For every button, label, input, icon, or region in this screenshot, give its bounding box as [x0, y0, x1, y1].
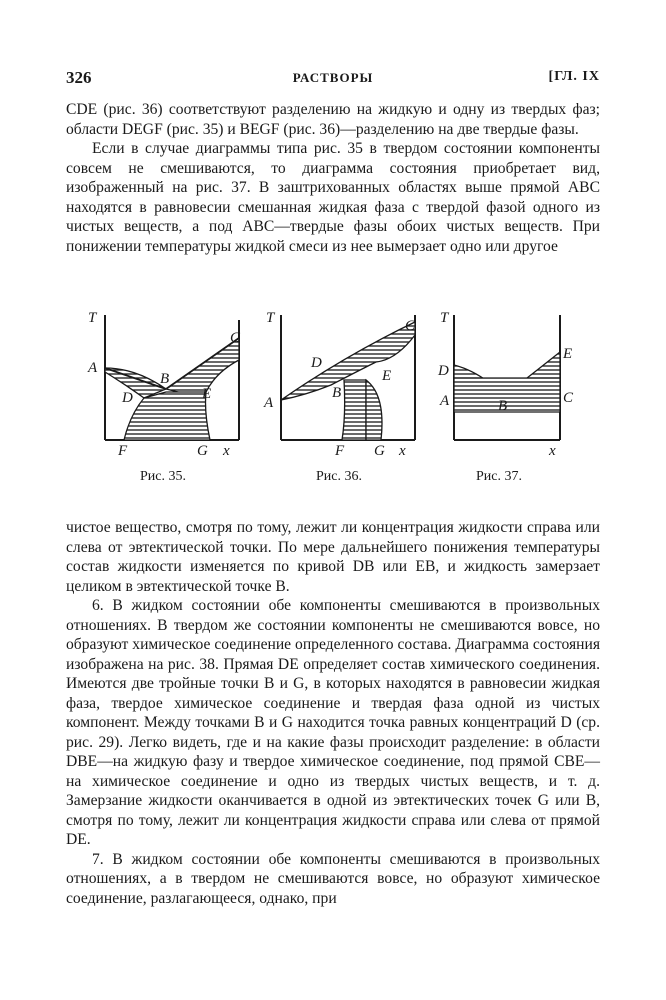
figure-36-solid-left [342, 380, 366, 440]
paragraph: 7. В жидком состоянии обе компоненты смешиваются в произвольных отношениях, а в твердом не смешиваются вовсе, но образуют химическое соединение, разлагающееся, однако, при [66, 850, 600, 907]
text-block-bottom [66, 518, 600, 908]
figure-35-label-A: A [88, 360, 98, 376]
figures-row [66, 300, 600, 490]
figure-35-label-D: D [122, 390, 133, 406]
figure-35-liquid-left [105, 368, 166, 398]
figure-37-label-B: B [498, 398, 508, 414]
figure-36-label-D: D [311, 355, 322, 371]
figure-36-label-x: x [399, 443, 406, 459]
figure-37-diagram [437, 310, 574, 459]
figure-36-label-F: F [335, 443, 345, 459]
figure-36-diagram [263, 310, 416, 459]
figure-35-label-F: F [118, 443, 128, 459]
figure-36-caption: Рис. 36. [316, 469, 362, 484]
figure-37-caption: Рис. 37. [476, 469, 522, 484]
text-block-top [66, 100, 600, 256]
running-title: РАСТВОРЫ [292, 70, 374, 85]
phase-diagrams [66, 300, 600, 490]
running-header [66, 68, 600, 90]
figure-36-solid-right [366, 380, 382, 440]
figure-35-label-G: G [197, 443, 208, 459]
chapter-marker: [ГЛ. IX [548, 69, 600, 84]
figure-35-diagram [87, 310, 241, 459]
paragraph: CDE (рис. 36) соответствуют разделению на жидкую и одну из твердых фаз; области DEGF (рис. 35) и BEGF (рис. 36)—разделению на две твердые фазы. [66, 101, 600, 138]
paragraph: чистое вещество, смотря по тому, лежит ли концентрация жидкости справа или слева от эвтектической точки. По мере дальнейшего понижения температуры состав жидкости изменяется по кривой DB или EB, и жидкость замерзает целиком в эвтектической точке B. [66, 519, 600, 595]
figure-36-label-C: C [405, 318, 416, 334]
figure-35-label-x: x [223, 443, 230, 459]
figure-37-label-E: E [563, 346, 573, 362]
figure-35-label-B: B [160, 371, 170, 387]
paragraph: Если в случае диаграммы типа рис. 35 в твердом состоянии компоненты совсем не смешиваются, то диаграмма состояния приобретает вид, изображенный на рис. 37. В заштрихованных областях выше прямой ABC находятся в равновесии смешанная жидкая фаза с твердой фазой одного из чистых веществ, а под ABC—твердые фазы обоих чистых веществ. При понижении температуры жидкой смеси из нее вымерзает одно или другое [66, 140, 600, 255]
figure-35-label-E: E [202, 386, 212, 402]
paragraph: 6. В жидком состоянии обе компоненты смешиваются в произвольных отношениях. В твердом же состоянии компоненты не смешиваются вовсе, но образуют химическое соединение определенного состава. Диаграмма состояния изображена на рис. 38. Прямая DE определяет состав химического соединения. Имеются две тройные точки B и G, в которых находятся в равновесии жидкая фаза, твердое химическое соединение и твердая фаза одной из чистых компонент. Между точками B и G находится точка равных концентраций D (ср. рис. 29). Легко видеть, где и на какие фазы происходит разделение: в области DBE—на жидкую фазу и твердое химическое соединение, под прямой CBE—на химическое соединение и одно из твердых чистых веществ, и т. д. Замерзание жидкости оканчивается в одной из эвтектических точек G или B, смотря по тому, лежит ли концентрация жидкости справа или слева от прямой DE. [66, 597, 600, 848]
figure-37-label-x: x [549, 443, 556, 459]
figure-35-caption: Рис. 35. [140, 469, 186, 484]
figure-35-solid [124, 392, 210, 440]
figure-36-label-A: A [264, 395, 274, 411]
figure-37-label-D: D [438, 363, 449, 379]
figure-37-label-T: T [440, 310, 449, 326]
figure-36-label-T: T [266, 310, 275, 326]
figure-35-label-T: T [88, 310, 97, 326]
figure-35-label-C: C [230, 330, 241, 346]
figure-36-label-G: G [374, 443, 385, 459]
page-number: 326 [66, 68, 92, 87]
figure-36-label-B: B [332, 385, 342, 401]
figure-37-label-A: A [440, 393, 450, 409]
figure-36-label-E: E [382, 368, 392, 384]
figure-37-label-C: C [563, 390, 574, 406]
